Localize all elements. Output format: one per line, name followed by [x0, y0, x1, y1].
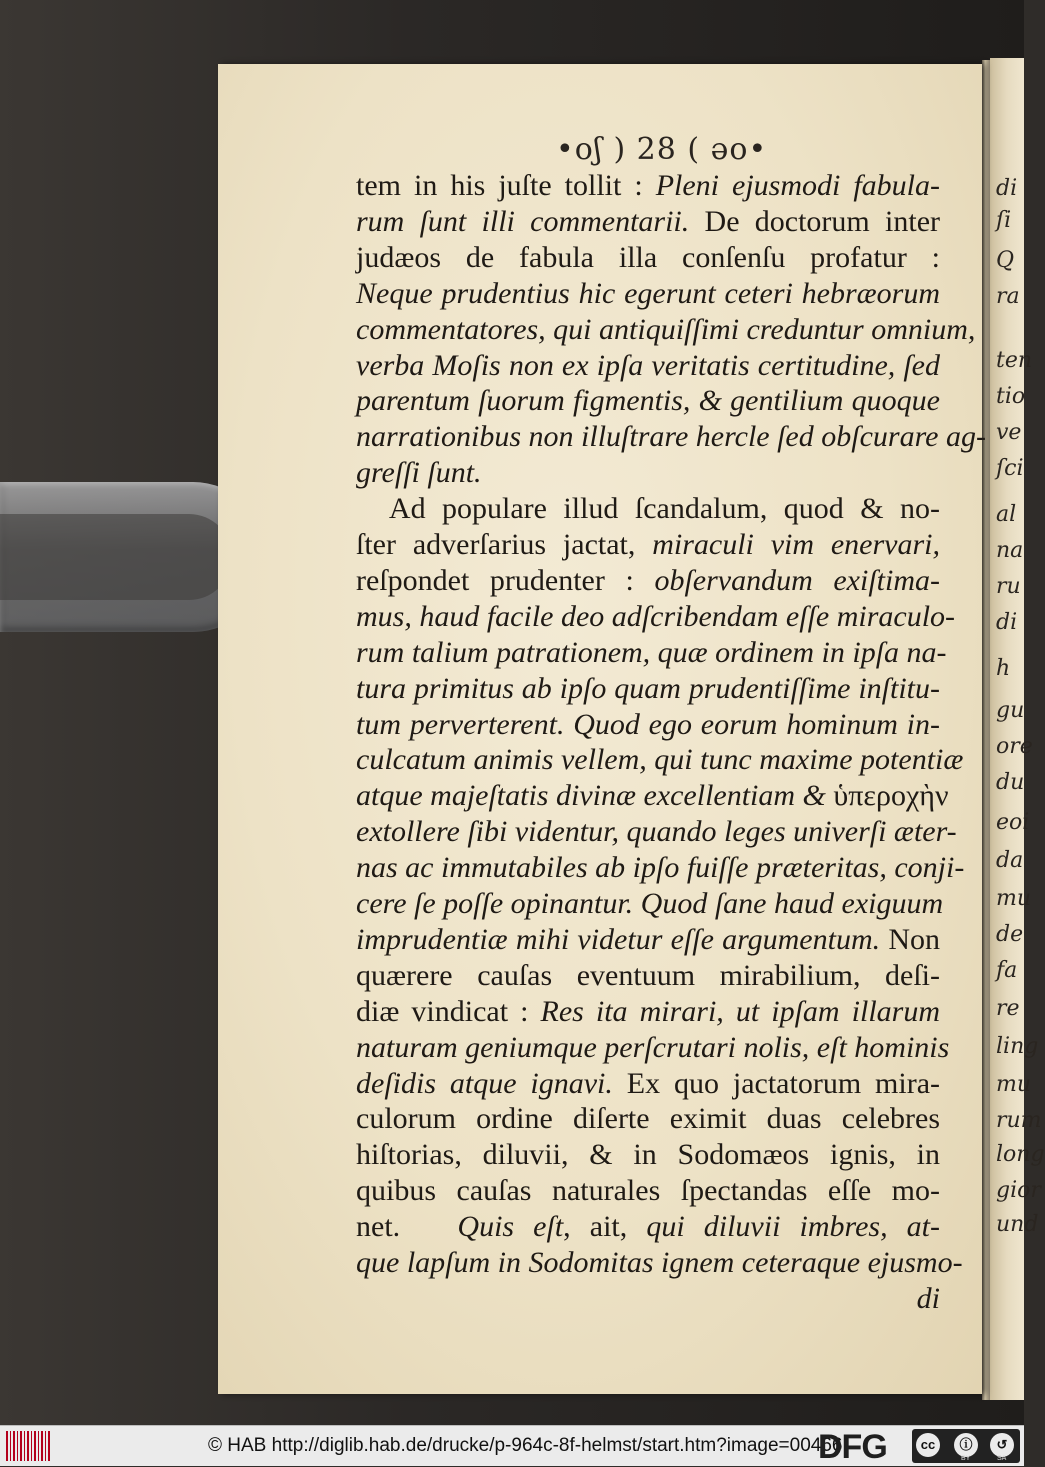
next-page-fragment: da: [996, 848, 1024, 873]
by-label: BY: [961, 1455, 971, 1462]
next-page-fragment: di: [996, 610, 1018, 635]
next-page-edge: [990, 58, 1045, 1400]
text-line: verba Moſis non ex ipſa veritatis certitudine, ſed: [356, 348, 940, 382]
text-line: que lapſum in Sodomitas ignem ceteraque ejusmo-: [356, 1246, 963, 1279]
next-page-fragment: gior: [996, 1178, 1041, 1203]
next-page-fragment: tio: [996, 384, 1026, 409]
next-page-fragment: Q: [996, 248, 1015, 273]
text-line: naturam geniumque perſcrutari nolis, eſt hominis: [356, 1030, 950, 1064]
next-page-fragment: du: [996, 770, 1025, 795]
footer-bar: [0, 1425, 1024, 1466]
next-page-fragment: ten: [996, 348, 1033, 373]
text-line: greſſi ſunt.: [356, 456, 482, 490]
text-line: reſpondet prudenter : obſervandum exiſtima-: [356, 563, 940, 597]
text-line: quærere cauſas eventuum mirabilium, deſi-: [356, 958, 940, 992]
next-page-fragment: eoi: [996, 810, 1030, 835]
text-line: cere ſe poſſe opinantur. Quod ſane haud exiguum: [356, 887, 944, 920]
text-line: tum perverterent. Quod ego eorum hominum in-: [356, 707, 940, 741]
next-page-fragment: na: [996, 538, 1024, 563]
text-line: tura primitus ab ipſo quam prudentiſſime inſtitu-: [356, 671, 940, 705]
running-head: •oʃ ) 28 ( əo•: [556, 132, 768, 167]
text-line: imprudentiæ mihi videtur eſſe argumentum. Non: [356, 922, 940, 956]
text-line: commentatores, qui antiquiſſimi creduntur omnium,: [356, 312, 976, 346]
text-line: parentum ſuorum figmentis, & gentilium quoque: [356, 384, 940, 418]
text-line: ſter adverſarius jactat, miraculi vim enervari,: [356, 528, 941, 561]
source-credit[interactable]: © HAB http://diglib.hab.de/drucke/p-964c-8f-helmst/start.htm?image=00466: [208, 1435, 843, 1456]
text-line: atque majeſtatis divinæ excellentiam & ὑπεροχὴν: [356, 779, 949, 813]
next-page-fragment: ſi: [996, 208, 1012, 233]
next-page-fragment: de: [996, 922, 1024, 947]
text-line: mus, haud facile deo adſcribendam eſſe miraculo-: [356, 599, 956, 633]
text-line: diæ vindicat : Res ita mirari, ut ipſam illarum: [356, 994, 940, 1028]
text-line: deſidis atque ignavi. Ex quo jactatorum mira-: [356, 1066, 940, 1100]
text-line: judæos de fabula illa conſenſu profatur :: [356, 240, 940, 274]
next-page-fragment: di: [996, 176, 1018, 201]
next-page-fragment: ling: [996, 1034, 1039, 1059]
next-page-fragment: al: [996, 502, 1017, 527]
text-line: narrationibus non illuſtrare hercle ſed obſcurare ag-: [356, 420, 986, 454]
text-line: extollere ſibi videntur, quando leges univerſi æter-: [356, 815, 957, 849]
text-line: rum ſunt illi commentarii. De doctorum inter: [356, 204, 940, 238]
sa-icon: ↺: [990, 1433, 1014, 1457]
page-fore-edge: [982, 60, 990, 1400]
next-page-fragment: rum: [996, 1108, 1042, 1133]
next-page-fragment: mu: [996, 886, 1032, 911]
text-line: culcatum animis vellem, qui tunc maxime potentiæ: [356, 743, 964, 777]
by-icon: ⓘ: [954, 1433, 978, 1457]
text-line: rum talium patrationem, quæ ordinem in ipſa na-: [356, 635, 947, 669]
next-page-fragment: ore: [996, 734, 1033, 759]
next-page-fragment: h: [996, 656, 1011, 681]
next-page-fragment: ſci: [996, 456, 1024, 481]
text-line: nas ac immutabiles ab ipſo fuiſſe præteritas, conji-: [356, 851, 965, 885]
next-page-fragment: mu: [996, 1072, 1032, 1097]
text-line: hiſtorias, diluvii, & in Sodomæos ignis, in: [356, 1138, 940, 1172]
next-page-fragment: und: [996, 1212, 1039, 1237]
cc-icon: cc: [916, 1433, 940, 1457]
text-line: culorum ordine diſerte eximit duas celebres: [356, 1102, 940, 1136]
next-page-fragment: fa: [996, 958, 1018, 983]
text-line: tem in his juſte tollit : Pleni ejusmodi fabula-: [356, 169, 940, 202]
dfg-logo[interactable]: DFG: [818, 1428, 887, 1466]
next-page-fragment: long: [996, 1142, 1045, 1167]
cc-license-badge[interactable]: [912, 1429, 1020, 1463]
text-line: quibus cauſas naturales ſpectandas eſſe mo-: [356, 1174, 940, 1208]
text-line: Ad populare illud ſcandalum, quod & no-: [356, 492, 940, 526]
barcode-icon: [6, 1431, 50, 1461]
next-page-fragment: gu: [996, 698, 1025, 723]
next-page-fragment: re: [996, 996, 1020, 1021]
next-page-fragment: ra: [996, 284, 1020, 309]
text-line: Neque prudentius hic egerunt ceteri hebræorum: [356, 276, 940, 310]
text-line: net. Quis eſt, ait, qui diluvii imbres, at-: [356, 1210, 940, 1244]
next-page-fragment: ve: [996, 420, 1022, 445]
next-page-fragment: ru: [996, 574, 1021, 599]
text-line: di: [916, 1281, 940, 1315]
sa-label: SA: [997, 1455, 1007, 1462]
